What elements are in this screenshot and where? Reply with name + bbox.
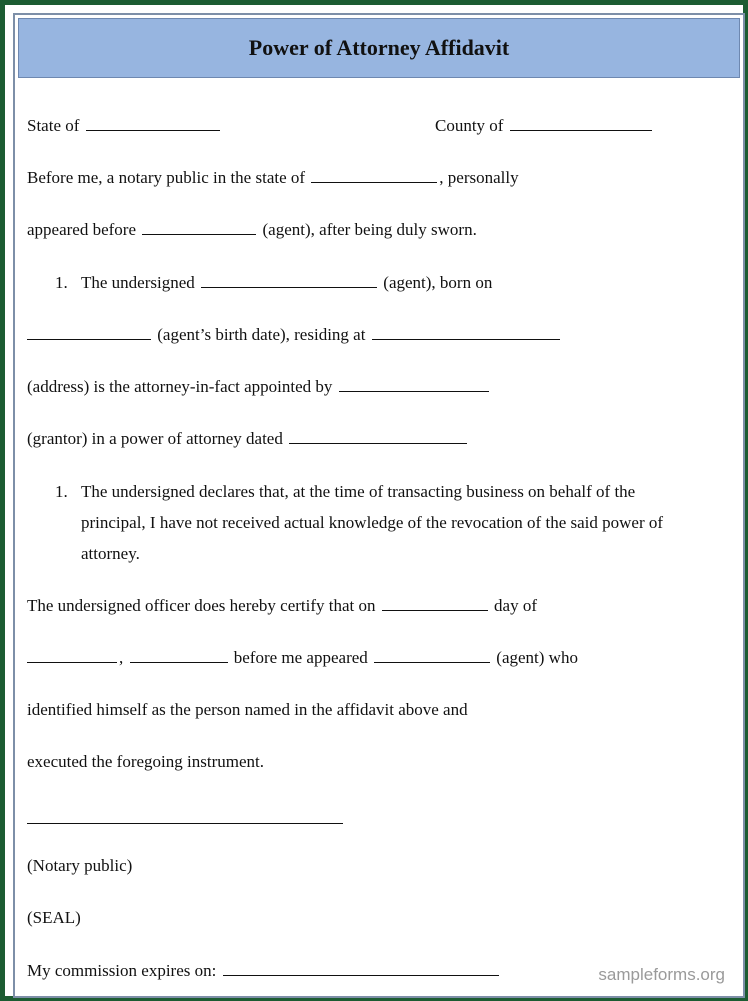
item2-text-3: attorney.: [81, 544, 140, 563]
certify-day-blank[interactable]: [382, 596, 488, 611]
appeared-before-blank[interactable]: [142, 220, 256, 235]
certify-agent-blank[interactable]: [374, 648, 490, 663]
intro-text-1a: Before me, a notary public in the state of: [27, 168, 306, 187]
item2-line-1: [55, 482, 635, 502]
item1-text-1b: (agent), born on: [383, 273, 493, 292]
residence-blank[interactable]: [372, 325, 560, 340]
certify-line-2: [27, 648, 578, 668]
title-bar: [18, 18, 740, 78]
document-border: [13, 13, 745, 998]
item1-text-3a: (address) is the attorney-in-fact appointed by: [27, 377, 333, 396]
commission-line: [27, 961, 501, 981]
item1-line-4: [27, 429, 469, 449]
intro-line-1: [27, 168, 519, 188]
item2-number: 1.: [55, 482, 68, 501]
item2-text-2: principal, I have not received actual knowledge of the revocation of the said power of: [81, 513, 664, 532]
certify-month-blank[interactable]: [27, 648, 117, 663]
notary-signature-line[interactable]: [27, 823, 343, 824]
intro-text-1b: , personally: [439, 168, 519, 187]
seal-label-line: [27, 908, 81, 928]
certify-line-4: [27, 752, 264, 772]
intro-line-2: [27, 220, 477, 240]
item1-text-1a: The undersigned: [81, 273, 195, 292]
poa-date-blank[interactable]: [289, 429, 467, 444]
certify-text-2b: (agent) who: [496, 648, 578, 667]
certify-text-1a: The undersigned officer does hereby certify that on: [27, 596, 376, 615]
birth-date-blank[interactable]: [27, 325, 151, 340]
grantor-blank[interactable]: [339, 377, 489, 392]
notary-state-blank[interactable]: [311, 168, 437, 183]
certify-line-3: [27, 700, 468, 720]
intro-text-2b: (agent), after being duly sworn.: [262, 220, 477, 239]
item2-text-1: The undersigned declares that, at the time of transacting business on behalf of the: [81, 482, 636, 501]
certify-text-2a: before me appeared: [233, 648, 368, 667]
notary-label-line: [27, 856, 132, 876]
seal-label: (SEAL): [27, 908, 81, 927]
certify-text-4: executed the foregoing instrument.: [27, 752, 264, 771]
state-blank[interactable]: [86, 116, 220, 131]
item1-line-1: [55, 273, 492, 293]
watermark: sampleforms.org: [598, 965, 725, 984]
certify-line-1: [27, 596, 537, 616]
state-label: State of: [27, 116, 80, 135]
intro-text-2a: appeared before: [27, 220, 137, 239]
commission-date-blank[interactable]: [223, 961, 499, 976]
item1-number: 1.: [55, 273, 68, 292]
notary-label: (Notary public): [27, 856, 133, 875]
county-blank[interactable]: [510, 116, 652, 131]
item2-line-3: [81, 544, 140, 564]
item2-line-2: [81, 513, 663, 533]
certify-text-3: identified himself as the person named in the affidavit above and: [27, 700, 468, 719]
agent-name-blank[interactable]: [201, 273, 377, 288]
county-line: [435, 116, 654, 136]
state-line: [27, 116, 222, 136]
item1-text-4a: (grantor) in a power of attorney dated: [27, 429, 283, 448]
county-label: County of: [435, 116, 504, 135]
item1-line-2: [27, 325, 562, 345]
item1-line-3: [27, 377, 491, 397]
certify-text-1b: day of: [494, 596, 537, 615]
item1-text-2a: (agent’s birth date), residing at: [157, 325, 366, 344]
document-title: Power of Attorney Affidavit: [248, 35, 510, 60]
certify-separator: ,: [119, 648, 124, 667]
certify-year-blank[interactable]: [130, 648, 228, 663]
commission-label: My commission expires on:: [27, 961, 217, 980]
